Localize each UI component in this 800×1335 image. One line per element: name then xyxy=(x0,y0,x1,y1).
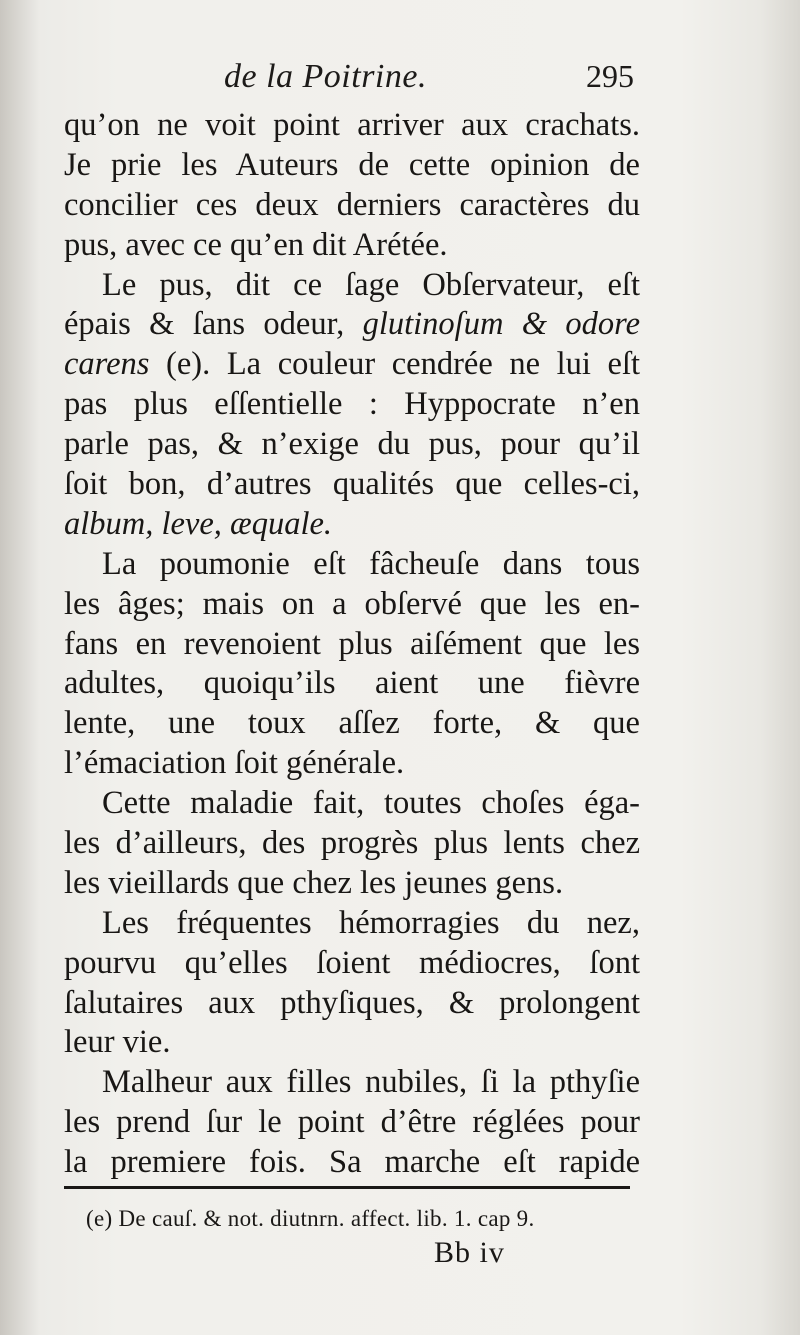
text-line: les d’ailleurs, des progrès plus lents chez xyxy=(64,825,640,862)
latin-quote: carens xyxy=(64,346,150,383)
text-line: Je prie les Auteurs de cette opinion de xyxy=(64,146,640,183)
text-line: La poumonie eſt fâcheuſe dans tous xyxy=(102,545,640,582)
text-line: ſoit bon, d’autres qualités que celles-ci, xyxy=(64,466,640,503)
text-line: pus, avec ce qu’en dit Arétée. xyxy=(64,226,448,263)
text-line: les âges; mais on a obſervé que les en- xyxy=(64,585,640,622)
footnote-divider xyxy=(64,1186,630,1189)
running-head xyxy=(64,52,640,98)
text-line: l’émaciation ſoit générale. xyxy=(64,745,405,782)
body-text xyxy=(64,106,640,1183)
text-line: concilier ces deux derniers caractères du xyxy=(64,186,640,223)
running-head-title: de la Poitrine. xyxy=(224,58,427,95)
text-line: ſalutaires aux pthyſiques, & prolongent xyxy=(64,984,640,1021)
text-line: Les fréquentes hémorragies du nez, xyxy=(102,904,640,941)
text-line: parle pas, & n’exige du pus, pour qu’il xyxy=(64,426,640,463)
text-line: Le pus, dit ce ſage Obſervateur, eſt xyxy=(102,266,640,303)
text-line: pas plus eſſentielle : Hyppocrate n’en xyxy=(64,386,640,423)
text-line xyxy=(64,305,640,345)
text-line: lente, une toux aſſez forte, & que xyxy=(64,705,640,742)
text-line xyxy=(64,345,640,385)
text-line: adultes, quoiqu’ils aient une fièvre xyxy=(64,665,640,702)
text-line: Cette maladie fait, toutes choſes éga- xyxy=(102,785,640,822)
page-number: 295 xyxy=(586,58,634,94)
text-line: fans en revenoient plus aiſément que les xyxy=(64,625,640,662)
text-fragment: épais & ſans odeur, xyxy=(64,306,345,343)
text-line: les vieillards que chez les jeunes gens. xyxy=(64,864,564,901)
text-line: pourvu qu’elles ſoient médiocres, ſont xyxy=(64,944,640,981)
footnote: (e) De cauſ. & not. diutnrn. affect. lib. 1. cap 9. xyxy=(86,1206,535,1231)
text-line: les prend ſur le point d’être réglées pour xyxy=(64,1104,640,1141)
text-fragment: (e). La couleur cendrée ne lui eſt xyxy=(166,346,640,383)
text-line: qu’on ne voit point arriver aux crachats. xyxy=(64,107,640,143)
signature-mark: Bb iv xyxy=(434,1236,505,1269)
text-line: la premiere fois. Sa marche eſt rapide xyxy=(64,1144,640,1181)
latin-quote-line: album, leve, æquale. xyxy=(64,505,333,542)
latin-quote: glutinoſum & odore xyxy=(362,306,641,343)
text-line: Malheur aux filles nubiles, ſi la pthyſie xyxy=(102,1064,640,1101)
text-line: leur vie. xyxy=(64,1024,171,1061)
